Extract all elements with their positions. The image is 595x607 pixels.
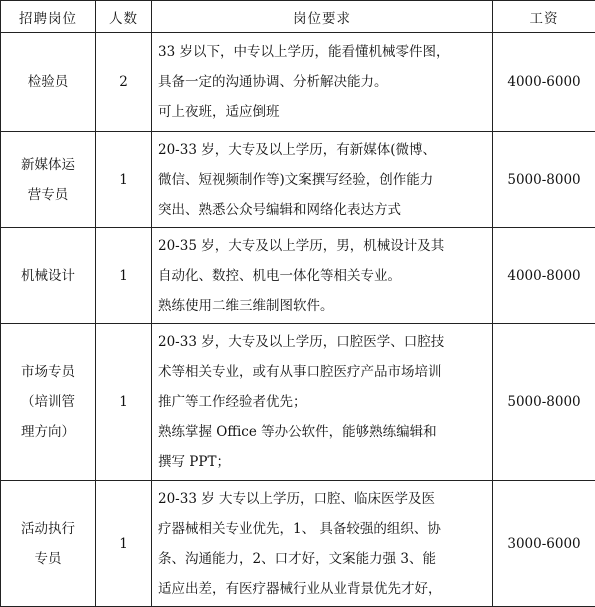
requirement-line: 术等相关专业，或有从事口腔医疗产品市场培训 <box>158 357 490 387</box>
requirement-line: 自动化、数控、机电一体化等相关专业。 <box>158 261 490 291</box>
requirement-line: 20-33 岁，大专及以上学历，口腔医学、口腔技 <box>158 327 490 357</box>
header-salary: 工资 <box>493 1 595 33</box>
requirement-line: 20-33 岁 大专以上学历，口腔、临床医学及医 <box>158 484 490 514</box>
position-line: 活动执行 <box>1 514 95 544</box>
requirement-line: 熟练掌握 Office 等办公软件，能够熟练编辑和 <box>158 417 490 447</box>
table-row <box>1 481 595 607</box>
position-line: 机械设计 <box>1 261 95 291</box>
position-line: 营专员 <box>1 180 95 210</box>
salary-cell: 4000-6000 <box>493 33 595 132</box>
salary-cell: 5000-8000 <box>493 324 595 481</box>
count-cell: 1 <box>96 132 152 228</box>
count-cell: 1 <box>96 324 152 481</box>
requirements-cell <box>152 228 493 324</box>
position-cell <box>1 481 96 607</box>
count-cell: 1 <box>96 228 152 324</box>
requirements-cell <box>152 324 493 481</box>
position-cell <box>1 228 96 324</box>
table-row <box>1 33 595 132</box>
count-cell: 2 <box>96 33 152 132</box>
salary-cell: 4000-8000 <box>493 228 595 324</box>
requirement-line: 微信、短视频制作等)文案撰写经验，创作能力 <box>158 165 490 195</box>
table-row <box>1 132 595 228</box>
header-count: 人数 <box>96 1 152 33</box>
requirement-line: 条、沟通能力，2、口才好，文案能力强 3、能 <box>158 544 490 574</box>
requirement-line: 熟练使用二维三维制图软件。 <box>158 291 490 321</box>
requirement-line: 具备一定的沟通协调、分析解决能力。 <box>158 67 490 97</box>
count-cell: 1 <box>96 481 152 607</box>
requirement-line: 20-35 岁，大专及以上学历，男，机械设计及其 <box>158 231 490 261</box>
position-line: 检验员 <box>1 67 95 97</box>
requirements-cell <box>152 132 493 228</box>
requirement-line: 适应出差，有医疗器械行业从业背景优先才好， <box>158 574 490 604</box>
position-line: （培训管 <box>1 387 95 417</box>
requirement-line: 突出、熟悉公众号编辑和网络化表达方式 <box>158 195 490 225</box>
table-row <box>1 228 595 324</box>
requirements-cell <box>152 33 493 132</box>
header-requirements: 岗位要求 <box>152 1 493 33</box>
requirement-line: 疗器械相关专业优先，1、 具备较强的组织、协 <box>158 514 490 544</box>
position-cell <box>1 33 96 132</box>
position-cell <box>1 324 96 481</box>
position-line: 新媒体运 <box>1 150 95 180</box>
requirement-line: 33 岁以下，中专以上学历，能看懂机械零件图， <box>158 37 490 67</box>
position-line: 专员 <box>1 544 95 574</box>
table-row <box>1 324 595 481</box>
requirement-line: 推广等工作经验者优先； <box>158 387 490 417</box>
requirements-cell <box>152 481 493 607</box>
requirement-line: 撰写 PPT； <box>158 447 490 477</box>
salary-cell: 5000-8000 <box>493 132 595 228</box>
requirement-line: 20-33 岁，大专及以上学历，有新媒体(微博、 <box>158 135 490 165</box>
position-cell <box>1 132 96 228</box>
position-line: 市场专员 <box>1 357 95 387</box>
header-position: 招聘岗位 <box>1 1 96 33</box>
requirement-line: 可上夜班，适应倒班 <box>158 97 490 127</box>
position-line: 理方向） <box>1 417 95 447</box>
salary-cell: 3000-6000 <box>493 481 595 607</box>
header-row <box>1 1 595 33</box>
